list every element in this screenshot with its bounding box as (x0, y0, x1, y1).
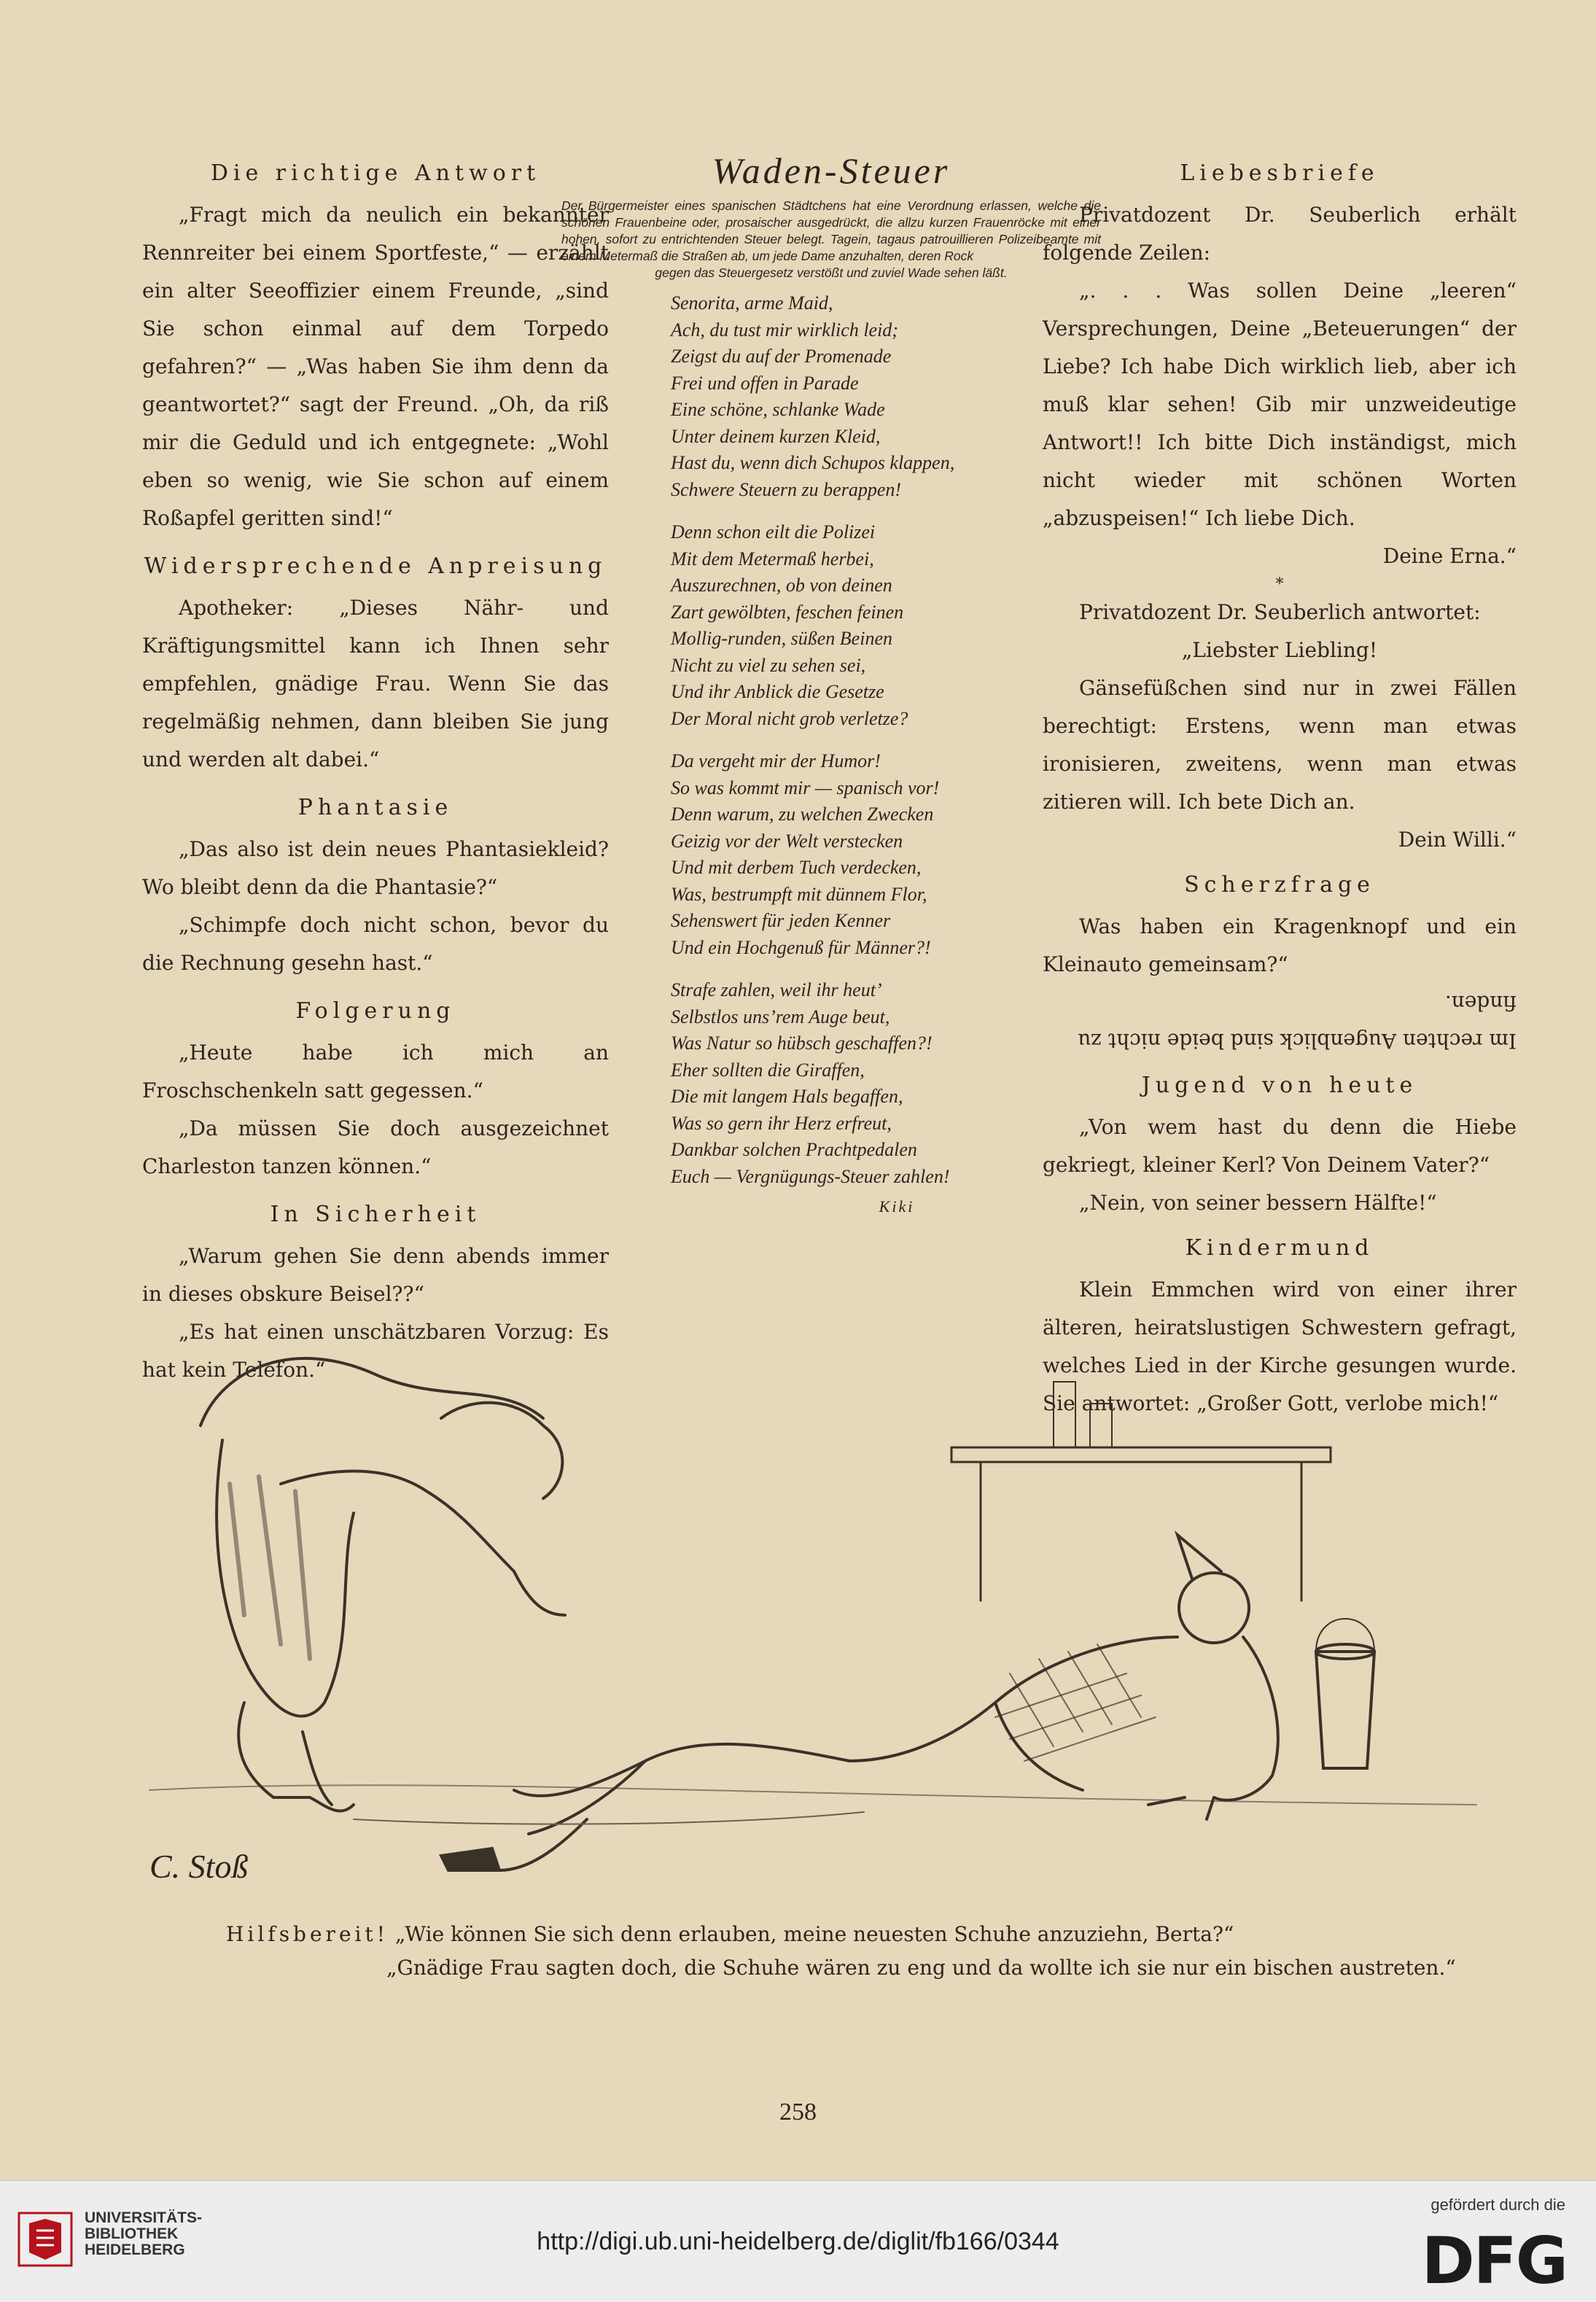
paragraph: „Das also ist dein neues Phantasiekleid? Wo bleibt denn da die Phantasie?“ (142, 837, 609, 899)
verse-line: Eher sollten die Giraffen, (671, 1059, 865, 1081)
section-title: Die richtige Antwort (210, 160, 541, 186)
verse-line: Der Moral nicht grob verletze? (671, 707, 908, 729)
paragraph: „Schimpfe doch nicht schon, bevor du die Rechnung gesehn hast.“ (142, 913, 609, 975)
verse-line: Frei und offen in Parade (671, 372, 859, 394)
footer-bar (0, 2180, 1596, 2302)
cartoon-illustration (135, 1294, 1491, 1914)
section-title: Widersprechende Anpreisung (144, 553, 607, 579)
middle-column (554, 149, 1108, 1216)
salutation: „Liebster Liebling! (1181, 638, 1378, 662)
library-line: BIBLIOTHEK (85, 2225, 179, 2242)
verse-line: Denn schon eilt die Polizei (671, 521, 876, 543)
verse-line: Die mit langem Hals begaffen, (671, 1086, 903, 1107)
verse-line: Denn warum, zu welchen Zwecken (671, 804, 934, 825)
caption-line-1 (226, 1918, 1465, 1951)
intro-text: Der Bürgermeister eines spanischen Städtchens hat eine Verordnung erlassen, welche die schönen Frauenbeine oder, prosaischer ausgedrückt, die allzu kurzen Frauenröcke mit einer hohen, sofort zu entrichtenden Steuer belegt. Tagein, tagaus patrouillieren Polizeibeamte mit einem Metermaß die Straßen ab, um jede Dame anzuhalten, deren Rock (561, 198, 1101, 263)
verse-line: Dankbar solchen Prachtpedalen (671, 1139, 917, 1160)
verse-line: Und ihr Anblick die Gesetze (671, 681, 884, 702)
verse-line: Und ein Hochgenuß für Männer?! (671, 936, 931, 958)
left-column (142, 153, 609, 1389)
poem-title: Waden-Steuer (712, 150, 951, 191)
artist-signature: C. Stoß (149, 1848, 249, 1885)
verse-line: Auszurechnen, ob von deinen (671, 575, 892, 596)
verse-line: Sehenswert für jeden Kenner (671, 910, 891, 931)
section-title: Liebesbriefe (1180, 160, 1379, 186)
funding-label: gefördert durch die (1430, 2196, 1565, 2214)
separator-star: * (1275, 575, 1284, 594)
verse-line: Schwere Steuern zu berappen! (671, 478, 902, 500)
verse-line: Euch — Vergnügungs-Steuer zahlen! (671, 1165, 950, 1187)
verse-line: Nicht zu viel zu sehen sei, (671, 654, 866, 676)
paragraph: „Es hat einen unschätzbaren Vorzug: Es hat kein Telefon.“ (142, 1320, 609, 1382)
verse-line: Zeigst du auf der Promenade (671, 346, 892, 367)
paragraph: „Da müssen Sie doch ausgezeichnet Charleston tanzen können.“ (142, 1116, 609, 1178)
verse-line: Und mit derbem Tuch verdecken, (671, 857, 922, 878)
section-title: In Sicherheit (270, 1202, 481, 1227)
library-line: UNIVERSITÄTS- (85, 2209, 203, 2226)
caption-line-2: „Gnädige Frau sagten doch, die Schuhe wären zu eng und da wollte ich sie nur ein bischen austreten.“ (386, 1956, 1456, 1980)
signature-line: Dein Willi.“ (1398, 828, 1517, 852)
paragraph: Privatdozent Dr. Seuberlich erhält folgende Zeilen: (1043, 203, 1517, 265)
verse-line: Geizig vor der Welt verstecken (671, 830, 903, 852)
paragraph: Gänsefüßchen sind nur in zwei Fällen berechtigt: Erstens, wenn man etwas ironisieren, zweitens, wenn man etwas zitieren will. Ich bete Dich an. (1043, 676, 1517, 814)
verse-line: Unter deinem kurzen Kleid, (671, 425, 881, 447)
verse-line: Selbstlos uns’rem Auge beut, (671, 1006, 890, 1027)
paragraph: Was haben ein Kragenknopf und ein Kleinauto gemeinsam?“ (1043, 914, 1517, 976)
verse-line: Senorita, arme Maid, (671, 292, 833, 314)
dfg-logo: DFG (1421, 2223, 1567, 2298)
verse-line: Mollig-runden, süßen Beinen (671, 628, 892, 649)
paragraph: „Heute habe ich mich an Froschschenkeln satt gegessen.“ (142, 1041, 609, 1103)
paragraph: „Nein, von seiner bessern Hälfte!“ (1079, 1191, 1437, 1215)
verse-line: Eine schöne, schlanke Wade (671, 399, 885, 420)
right-column (1043, 153, 1517, 1423)
intro-last-line: gegen das Steuergesetz verstößt und zuviel Wade sehen läßt. (655, 265, 1008, 280)
verse-line: Zart gewölbten, feschen feinen (671, 601, 904, 623)
library-line: HEIDELBERG (85, 2241, 185, 2258)
paragraph: Apotheker: „Dieses Nähr- und Kräftigungsmittel kann ich Ihnen sehr empfehlen, gnädige Frau. Wenn Sie das regelmäßig nehmen, dann bleiben Sie jung und werden alt dabei.“ (142, 596, 609, 771)
upside-down-answer: Im rechten Augenblick sind beide nicht zu finden. (1078, 991, 1517, 1053)
verse-line: Was, bestrumpft mit dünnem Flor, (671, 883, 927, 905)
signature-line: Deine Erna.“ (1382, 544, 1517, 568)
paragraph: „Warum gehen Sie denn abends immer in dieses obskure Beisel??“ (142, 1244, 609, 1306)
paragraph: Klein Emmchen wird von einer ihrer älteren, heiratslustigen Schwestern gefragt, welches Lied in der Kirche gesungen wurde. Sie antwortet: „Großer Gott, verlobe mich!“ (1043, 1278, 1517, 1415)
verse-line: Mit dem Metermaß herbei, (671, 548, 874, 569)
section-title: Jugend von heute (1141, 1073, 1418, 1098)
section-title: Phantasie (297, 795, 454, 820)
section-title: Kindermund (1185, 1235, 1374, 1261)
paragraph: Privatdozent Dr. Seuberlich antwortet: (1079, 600, 1481, 624)
poem-signature: Kiki (879, 1197, 915, 1216)
caption-text: „Wie können Sie sich denn erlauben, meine neuesten Schuhe anzuziehn, Berta?“ (394, 1922, 1234, 1946)
verse-line: Ach, du tust mir wirklich leid; (671, 319, 898, 341)
page-number: 258 (779, 2099, 817, 2126)
verse-line: Was so gern ihr Herz erfreut, (671, 1112, 892, 1134)
verse-line: Was Natur so hübsch geschaffen?! (671, 1033, 933, 1054)
paragraph: „. . . Was sollen Deine „leeren“ Versprechungen, Deine „Beteuerungen“ der Liebe? Ich habe Dich wirklich lieb, aber ich muß klar sehen! Gib mir unzweideutige Antwort!! Ich bitte Dich inständigst, mich nicht wieder mit schönen Worten „abzuspeisen!“ Ich liebe Dich. (1043, 279, 1517, 530)
verse-line: Hast du, wenn dich Schupos klappen, (671, 452, 955, 473)
source-url-link[interactable]: http://digi.ub.uni-heidelberg.de/diglit/fb166/0344 (537, 2228, 1059, 2255)
verse-line: So was kommt mir — spanisch vor! (671, 777, 940, 798)
cartoon-caption (226, 1918, 1465, 1985)
section-title: Scherzfrage (1184, 872, 1375, 898)
paragraph: „Fragt mich da neulich ein bekannter Rennreiter bei einem Sportfeste,“ — erzählt ein alter Seeoffizier einem Freunde, „sind Sie schon einmal auf dem Torpedo gefahren?“ — „Was haben Sie ihm denn da geantwortet?“ sagt der Freund. „Oh, da riß mir die Geduld und ich entgegnete: „Wohl eben so wenig, wie Sie schon auf einem Roßapfel geritten sind!“ (142, 203, 609, 530)
paragraph: „Von wem hast du denn die Hiebe gekriegt, kleiner Kerl? Von Deinem Vater?“ (1043, 1115, 1517, 1177)
verse-line: Strafe zahlen, weil ihr heut’ (671, 979, 882, 1000)
verse-line: Da vergeht mir der Humor! (671, 750, 881, 771)
poem-intro (561, 198, 1101, 281)
caption-label: Hilfsbereit! (226, 1922, 389, 1946)
section-title: Folgerung (295, 998, 456, 1024)
